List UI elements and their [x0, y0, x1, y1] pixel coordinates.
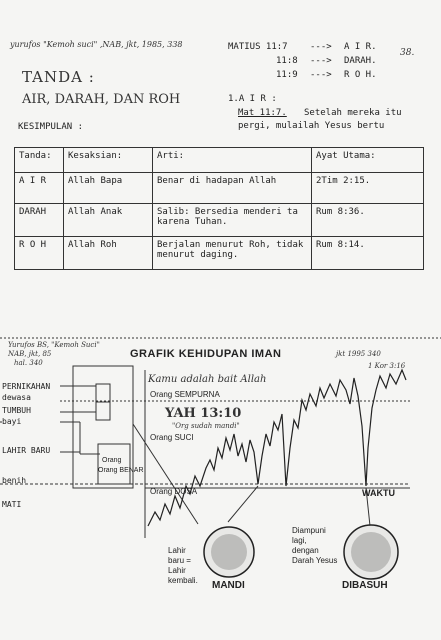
verse-arrow-3: --->	[310, 70, 332, 80]
table-header: Arti:	[153, 148, 312, 173]
table-row	[15, 173, 424, 204]
verse-arrow-1: --->	[310, 42, 332, 52]
kesimpulan-label: KESIMPULAN :	[18, 122, 84, 132]
note-left-3: Lahir	[168, 566, 186, 575]
note-right-4: Darah Yesus	[292, 556, 338, 565]
table-cell-ayat: Rum 8:14.	[312, 237, 424, 270]
graph-title: GRAFIK KEHIDUPAN IMAN	[130, 348, 282, 360]
table-header: Tanda:	[15, 148, 64, 173]
verse-label-2: DARAH.	[344, 56, 377, 66]
note-right-1: Diampuni	[292, 526, 326, 535]
section-ref: Mat 11:7.	[238, 108, 287, 118]
table-cell-tanda: A I R	[15, 173, 64, 204]
section-text-2: pergi, mulailah Yesus bertu	[238, 121, 385, 131]
signs-table	[14, 147, 424, 270]
section-title: 1.A I R :	[228, 94, 277, 104]
table-cell-kesaksian: Allah Bapa	[64, 173, 153, 204]
table-row	[15, 204, 424, 237]
y-label-tumbuh: TUMBUH	[2, 406, 31, 415]
graph-top-note: 1 Kor 3:16	[368, 362, 406, 370]
table-cell-ayat: Rum 8:36.	[312, 204, 424, 237]
y-label-lahir-baru: LAHIR BARU	[2, 446, 51, 455]
graph-source-note-2: NAB, jkt, 85	[8, 350, 52, 358]
table-header: Ayat Utama:	[312, 148, 424, 173]
mandi-label: MANDI	[212, 580, 245, 591]
table-cell-arti: Benar di hadapan Allah	[153, 173, 312, 204]
graph-top-note-2: jkt 1995 340	[336, 350, 381, 358]
verse-label-3: R O H.	[344, 70, 377, 80]
table-header: Kesaksian:	[64, 148, 153, 173]
graph-source-note-3: hal. 340	[14, 359, 43, 367]
hand-ref: YAH 13:10	[165, 406, 242, 421]
y-label-bayi: bayi	[2, 417, 22, 426]
table-cell-tanda: R O H	[15, 237, 64, 270]
handwritten-title-line2: AIR, DARAH, DAN ROH	[22, 92, 181, 107]
note-right-2: lagi,	[292, 536, 307, 545]
y-label-pernikahan: PERNIKAHAN	[2, 382, 51, 391]
verse-label-1: A I R.	[344, 42, 377, 52]
level-sempurna: Orang SEMPURNA	[150, 390, 220, 399]
verse-ref-2: 11:8	[276, 56, 298, 66]
table-cell-tanda: DARAH	[15, 204, 64, 237]
level-suci: Orang SUCI	[150, 433, 194, 442]
table-row	[15, 237, 424, 270]
table-cell-arti: Salib: Bersedia menderi ta karena Tuhan.	[153, 204, 312, 237]
graph-source-note-1: Yurufos BS, "Kemoh Suci"	[8, 341, 100, 349]
note-right-3: dengan	[292, 546, 319, 555]
handwritten-title-line1: TANDA :	[22, 68, 95, 86]
table-cell-ayat: 2Tim 2:15.	[312, 173, 424, 204]
verse-arrow-2: --->	[310, 56, 332, 66]
level-dosa: Orang DOSA	[150, 487, 198, 496]
level-benar: Orang BENAR	[98, 467, 144, 474]
hand-ref-sub: "Org sudah mandi"	[172, 422, 240, 430]
y-label-benih: benih	[2, 476, 27, 485]
dibasuh-label: DIBASUH	[342, 580, 388, 591]
hand-quote: Kamu adalah bait Allah	[148, 374, 267, 385]
verse-ref-3: 11:9	[276, 70, 298, 80]
page-number-mark: 38.	[400, 48, 415, 58]
note-left-2: baru =	[168, 556, 191, 565]
note-left-1: Lahir	[168, 546, 186, 555]
table-cell-kesaksian: Allah Roh	[64, 237, 153, 270]
reference-note: yurufos "Kemoh suci" ,NAB, jkt, 1985, 338	[10, 40, 183, 49]
graph-area	[0, 336, 441, 640]
table-cell-kesaksian: Allah Anak	[64, 204, 153, 237]
note-left-4: kembali.	[168, 576, 198, 585]
y-label-dewasa: dewasa	[2, 393, 31, 402]
waktu-label: WAKTU	[362, 488, 395, 498]
section-text-1: Setelah mereka itu	[304, 108, 402, 118]
level-benar-line1: Orang	[102, 457, 122, 464]
verse-ref-1: MATIUS 11:7	[228, 42, 288, 52]
y-label-mati: MATI	[2, 500, 22, 509]
table-cell-arti: Berjalan menurut Roh, tidak menurut daging.	[153, 237, 312, 270]
table-header-row	[15, 148, 424, 173]
